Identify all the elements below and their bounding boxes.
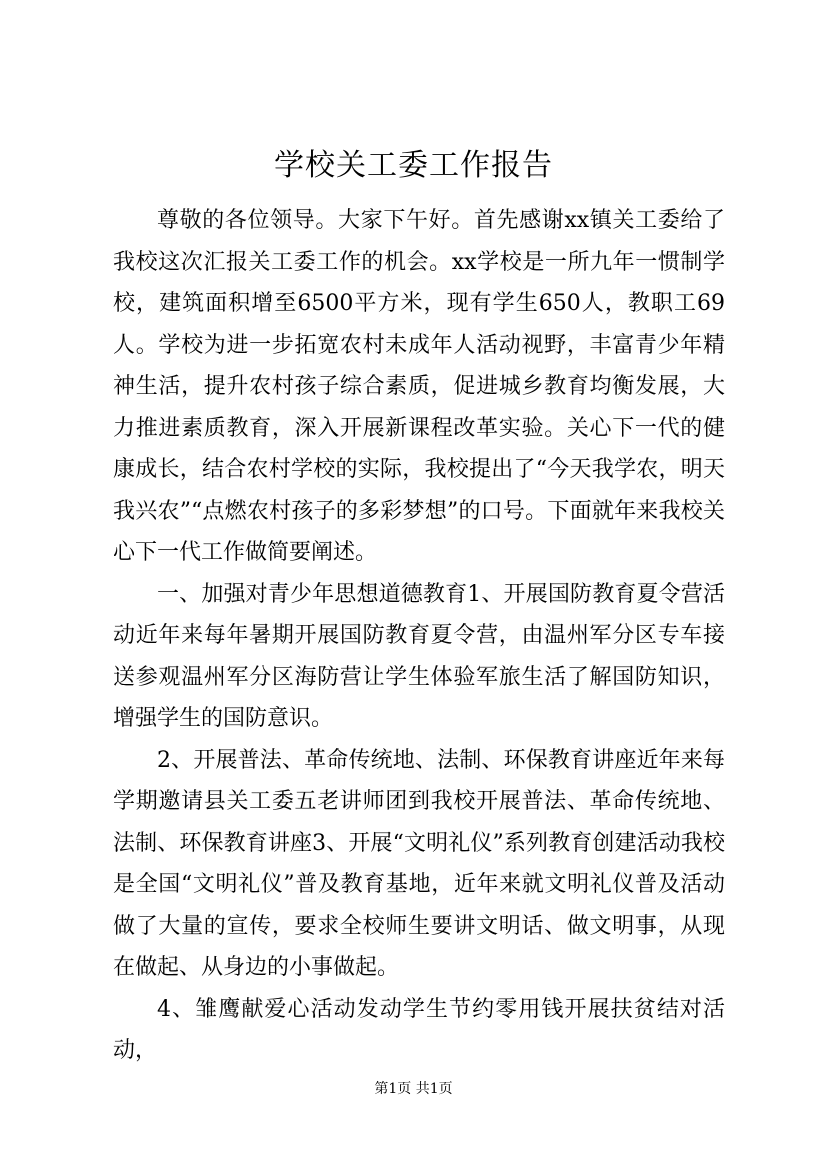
paragraph-section-4: 4、雏鹰献爱心活动发动学生节约零用钱开展扶贫结对活动，: [113, 996, 725, 1063]
paragraph-intro: 尊敬的各位领导。大家下午好。首先感谢xx镇关工委给了我校这次汇报关工委工作的机会。xx学校是一所九年一惯制学校，建筑面积增至6500平方米，现有学生650人，教职工69人。学校为进一步拓宽农村未成年人活动视野，丰富青少年精神生活，提升农村孩子综合素质，促进城乡教育均衡发展，大力推进素质教育，深入开展新课程改革实验。关心下一代的健康成长，结合农村学校的实际，我校提出了“今天我学农，明天我兴农”“点燃农村孩子的多彩梦想”的口号。下面就年来我校关心下一代工作做简要阐述。: [113, 208, 725, 565]
paragraph-section-2: 2、开展普法、革命传统地、法制、环保教育讲座近年来每学期邀请县关工委五老讲师团到我校开展普法、革命传统地、法制、环保教育讲座3、开展“文明礼仪”系列教育创建活动我校是全国“文明礼仪”普及教育基地，近年来就文明礼仪普及活动做了大量的宣传，要求全校师生要讲文明话、做文明事，从现在做起、从身边的小事做起。: [113, 747, 725, 980]
document-title: 学校关工委工作报告: [274, 148, 553, 183]
page-number-footer: 第1页 共1页: [374, 1081, 453, 1097]
document-body: [113, 200, 725, 1072]
paragraph-section-1: 一、加强对青少年思想道德教育1、开展国防教育夏令营活动近年来每年暑期开展国防教育夏令营，由温州军分区专车接送参观温州军分区海防营让学生体验军旅生活了解国防知识，增强学生的国防意识。: [113, 581, 725, 731]
